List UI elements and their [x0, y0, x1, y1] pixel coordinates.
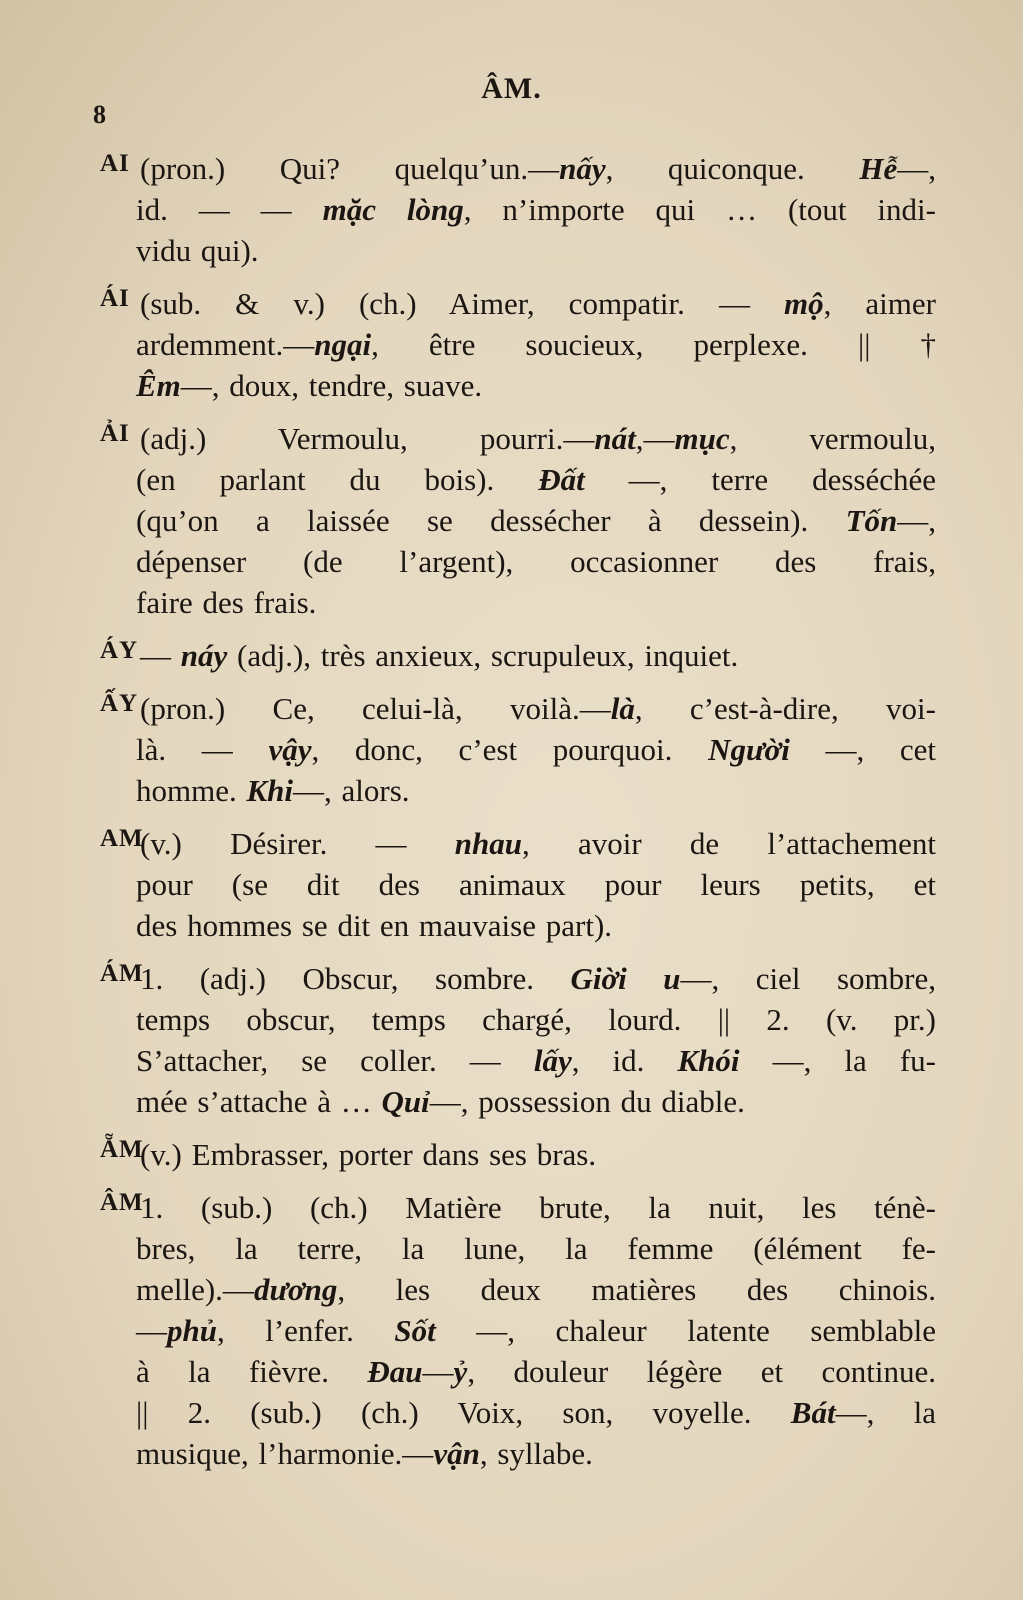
entry-line — [100, 1081, 936, 1122]
entry-headword: ÂM — [100, 1189, 144, 1216]
definition-text: —, ciel sombre, — [680, 961, 936, 996]
definition-text: —, possession du diable. — [429, 1084, 745, 1119]
definition-text: (sub. & v.) (ch.) Aimer, compatir. — — [140, 286, 784, 321]
definition-text: , vermoulu, — [729, 421, 936, 456]
vietnamese-term: Êm — [136, 368, 181, 403]
entry-line — [100, 823, 936, 864]
definition-text: —, doux, tendre, suave. — [180, 368, 483, 403]
definition-text: , id. — [571, 1043, 678, 1078]
vietnamese-term: Giời u — [570, 961, 681, 996]
vietnamese-term: nát — [594, 421, 636, 456]
vietnamese-term: Quỉ — [381, 1084, 430, 1119]
vietnamese-term: Hễ — [859, 151, 898, 186]
dictionary-entry — [100, 635, 936, 676]
definition-text: là. — — [136, 732, 269, 767]
definition-text: (en parlant du bois). — [136, 462, 539, 497]
definition-text: , aimer — [823, 286, 936, 321]
definition-text: pour (se dit des animaux pour leurs petits, et — [136, 867, 936, 902]
definition-text: , l’enfer. — [216, 1313, 395, 1348]
vietnamese-term: nhau — [454, 826, 522, 861]
vietnamese-term: Khi — [246, 773, 294, 808]
entry-line — [100, 1269, 936, 1310]
definition-text: bres, la terre, la lune, la femme (élément fe- — [136, 1231, 936, 1266]
definition-text: dépenser (de l’argent), occasionner des frais, — [136, 544, 936, 579]
definition-text: (pron.) Ce, celui-là, voilà.— — [140, 691, 611, 726]
entry-line — [100, 635, 936, 676]
definition-text: , syllabe. — [479, 1436, 593, 1471]
definition-text: (qu’on a laissée se dessécher à dessein). — [136, 503, 846, 538]
definition-text: , quiconque. — [605, 151, 860, 186]
definition-text: —, cet — [789, 732, 937, 767]
definition-text: mée s’attache à … — [136, 1084, 382, 1119]
entry-line — [100, 999, 936, 1040]
vietnamese-term: mộ — [784, 286, 824, 321]
dictionary-entry — [100, 688, 936, 811]
vietnamese-term: Đau — [367, 1354, 423, 1389]
entry-line — [100, 230, 936, 271]
definition-text: , être soucieux, perplexe. || † — [371, 327, 936, 362]
entry-line — [100, 459, 936, 500]
entry-line — [100, 189, 936, 230]
entry-line — [100, 418, 936, 459]
definition-text: , avoir de l’attachement — [522, 826, 936, 861]
dictionary-entry — [100, 958, 936, 1122]
definition-text: à la fièvre. — [136, 1354, 368, 1389]
entry-line — [100, 365, 936, 406]
vietnamese-term: phủ — [167, 1313, 217, 1348]
entry-headword: ÁM — [100, 960, 144, 987]
vietnamese-term: nấy — [559, 151, 606, 186]
entry-line — [100, 1187, 936, 1228]
entry-line — [100, 541, 936, 582]
definition-text: id. — — — [136, 192, 323, 227]
entry-line — [100, 770, 936, 811]
entry-headword: ẴM — [100, 1136, 144, 1163]
vietnamese-term: lấy — [533, 1043, 572, 1078]
definition-text: 1. (sub.) (ch.) Matière brute, la nuit, les ténè- — [140, 1190, 936, 1225]
entry-headword: ÁY — [100, 637, 139, 664]
vietnamese-term: Người — [708, 732, 790, 767]
definition-text: , c’est-à-dire, voi- — [634, 691, 936, 726]
vietnamese-term: náy — [180, 638, 228, 673]
entry-headword: ẢI — [100, 420, 130, 447]
definition-text: —, terre desséchée — [584, 462, 937, 497]
entry-line — [100, 905, 936, 946]
definition-text: homme. — [136, 773, 247, 808]
entry-line — [100, 1392, 936, 1433]
entry-line — [100, 582, 936, 623]
entry-line — [100, 688, 936, 729]
definition-text: S’attacher, se coller. — — [136, 1043, 534, 1078]
entry-headword: AI — [100, 150, 130, 177]
definition-text: —, alors. — [293, 773, 410, 808]
definition-text: (v.) Embrasser, porter dans ses bras. — [140, 1137, 597, 1172]
definition-text: ardemment.— — [136, 327, 315, 362]
vietnamese-term: dương — [253, 1272, 338, 1307]
vietnamese-term: Bát — [790, 1395, 836, 1430]
vietnamese-term: Tốn — [845, 503, 898, 538]
entry-line — [100, 958, 936, 999]
definition-text: — — [140, 638, 181, 673]
vietnamese-term: Sốt — [394, 1313, 436, 1348]
vietnamese-term: ỷ — [453, 1354, 468, 1389]
dictionary-entry — [100, 418, 936, 623]
definition-text: (v.) Désirer. — — [140, 826, 455, 861]
vietnamese-term: ngại — [314, 327, 372, 362]
entry-line — [100, 500, 936, 541]
entry-line — [100, 1040, 936, 1081]
definition-text: — — [136, 1313, 167, 1348]
definition-text: (pron.) Qui? quelqu’un.— — [140, 151, 560, 186]
definition-text: , douleur légère et continue. — [467, 1354, 936, 1389]
definition-text: —, chaleur latente semblable — [435, 1313, 936, 1348]
definition-text: (adj.), très anxieux, scrupuleux, inquiet. — [227, 638, 739, 673]
dictionary-entry — [100, 283, 936, 406]
vietnamese-term: Đất — [538, 462, 585, 497]
entry-line — [100, 1228, 936, 1269]
page-number: 8 — [93, 100, 106, 129]
definition-text: 1. (adj.) Obscur, sombre. — [140, 961, 571, 996]
definition-text: —, la — [835, 1395, 937, 1430]
entry-line — [100, 283, 936, 324]
entry-line — [100, 1134, 936, 1175]
definition-text: —, la fu- — [739, 1043, 936, 1078]
vietnamese-term: Khói — [677, 1043, 740, 1078]
entry-line — [100, 1433, 936, 1474]
definition-text: faire des frais. — [136, 585, 317, 620]
vietnamese-term: mặc lòng — [322, 192, 464, 227]
definition-text: || 2. (sub.) (ch.) Voix, son, voyelle. — [136, 1395, 791, 1430]
definition-text: temps obscur, temps chargé, lourd. || 2. (v. pr.) — [136, 1002, 936, 1037]
entry-line — [100, 1310, 936, 1351]
definition-text: musique, l’harmonie.— — [136, 1436, 434, 1471]
definition-text: (adj.) Vermoulu, pourri.— — [140, 421, 595, 456]
running-head: ÂM. — [481, 72, 542, 105]
vietnamese-term: vận — [433, 1436, 480, 1471]
definition-text: des hommes se dit en mauvaise part). — [136, 908, 613, 943]
definition-text: ,— — [635, 421, 675, 456]
dictionary-entry — [100, 148, 936, 271]
entry-line — [100, 324, 936, 365]
dictionary-entries — [100, 148, 936, 1486]
entry-headword: AM — [100, 825, 144, 852]
entry-headword: ẤY — [100, 690, 139, 717]
entry-line — [100, 864, 936, 905]
dictionary-entry — [100, 823, 936, 946]
entry-headword: ÁI — [100, 285, 130, 312]
vietnamese-term: là — [610, 691, 635, 726]
definition-text: melle).— — [136, 1272, 254, 1307]
vietnamese-term: mục — [674, 421, 730, 456]
vietnamese-term: vậy — [268, 732, 312, 767]
definition-text: —, — [897, 503, 936, 538]
definition-text: , les deux matières des chinois. — [337, 1272, 936, 1307]
dictionary-entry — [100, 1187, 936, 1474]
definition-text: —, — [897, 151, 936, 186]
entry-line — [100, 729, 936, 770]
dictionary-entry — [100, 1134, 936, 1175]
definition-text: vidu qui). — [136, 233, 259, 268]
entry-line — [100, 1351, 936, 1392]
entry-line — [100, 148, 936, 189]
definition-text: , donc, c’est pourquoi. — [311, 732, 709, 767]
definition-text: , n’importe qui … (tout indi- — [463, 192, 936, 227]
definition-text: — — [422, 1354, 454, 1389]
